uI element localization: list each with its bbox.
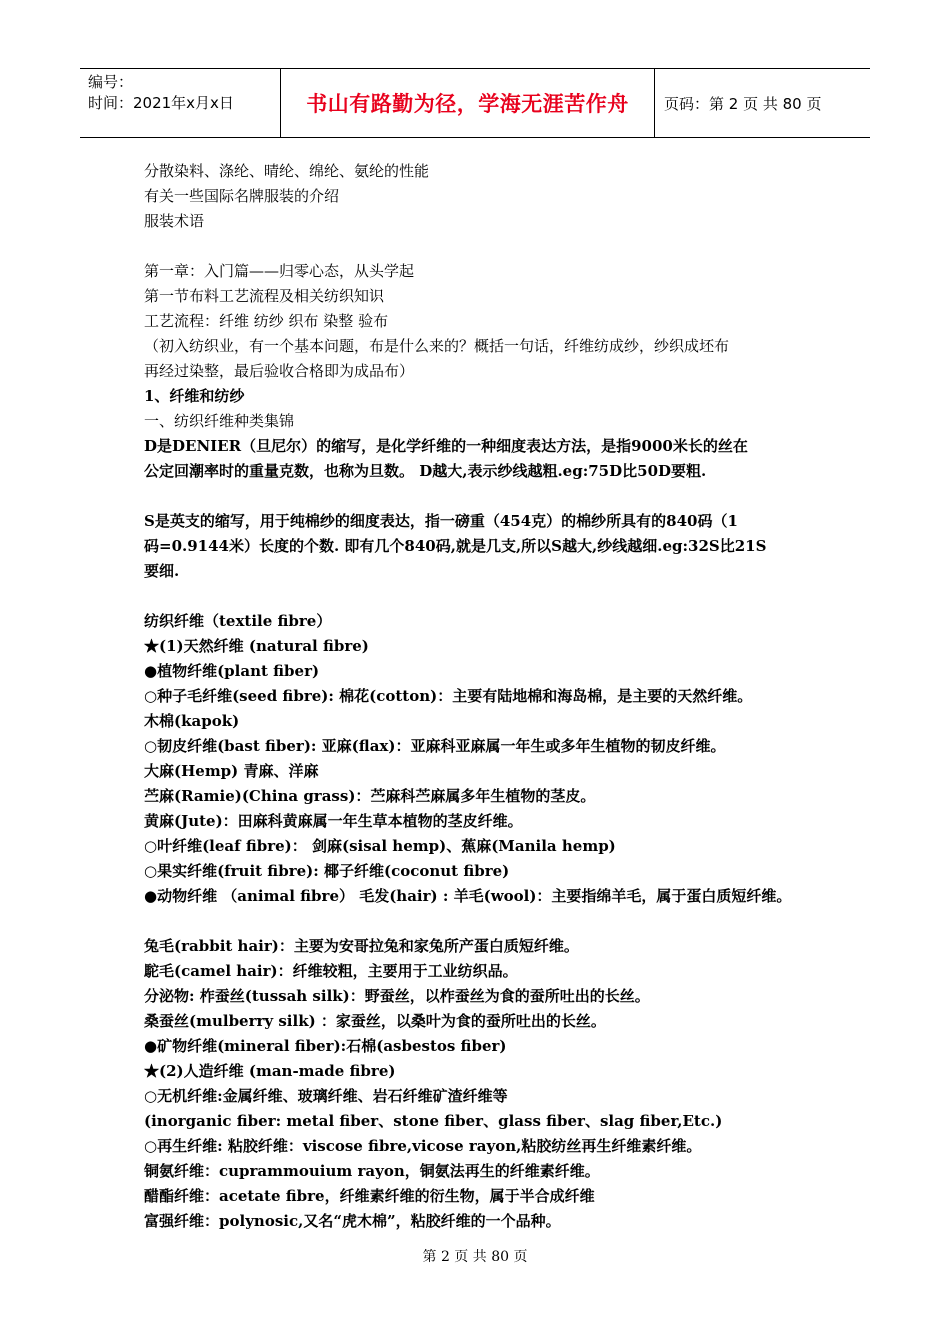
text-line: ●矿物纤维(mineral fiber):石棉(asbestos fiber): [144, 1037, 507, 1055]
text-line: （初入纺织业，有一个基本问题，布是什么来的？概括一句话，纤维纺成纱，纱织成坯布: [144, 337, 730, 355]
blank-line: [144, 909, 834, 934]
text-line: 铜氨纤维：cuprammouium rayon，铜氨法再生的纤维素纤维。: [144, 1162, 600, 1180]
text-line: 富强纤维：polynosic,又名“虎木棉”，粘胶纤维的一个品种。: [144, 1212, 561, 1230]
document-date-label: 时间：2021年x月x日: [88, 94, 234, 112]
blank-line: [144, 584, 834, 609]
text-line: 分泌物: 柞蚕丝(tussah silk)：野蚕丝，以柞蚕丝为食的蚕所吐出的长丝。: [144, 987, 650, 1005]
text-line: 醋酯纤维：acetate fibre，纤维素纤维的衍生物，属于半合成纤维: [144, 1187, 595, 1205]
text-line: ○韧皮纤维(bast fiber): 亚麻(flax)：亚麻科亚麻属一年生或多年生植物的韧皮纤维。: [144, 737, 726, 755]
text-line: ○再生纤维: 粘胶纤维：viscose fibre,vicose rayon,粘胶纺丝再生纤维素纤维。: [144, 1137, 702, 1155]
header-motto: 书山有路勤为径，学海无涯苦作舟: [281, 69, 655, 137]
text-line: 公定回潮率时的重量克数，也称为旦数。 D越大,表示纱线越粗.eg:75D比50D要粗.: [144, 462, 707, 480]
text-line: ●植物纤维(plant fiber): [144, 662, 320, 680]
text-line: 木棉(kapok): [144, 712, 240, 730]
blank-line: [144, 234, 834, 259]
text-line: 一、纺织纤维种类集锦: [144, 412, 295, 430]
text-line: S是英支的缩写，用于纯棉纱的细度表达，指一磅重（454克）的棉纱所具有的840码（1: [144, 512, 738, 530]
text-line: ○叶纤维(leaf fibre)： 剑麻(sisal hemp)、蕉麻(Manila hemp): [144, 837, 616, 855]
text-line: ○果实纤维(fruit fibre): 椰子纤维(coconut fibre): [144, 862, 510, 880]
text-line: 纺织纤维（textile fibre）: [144, 612, 332, 630]
text-line: 要细.: [144, 562, 180, 580]
header-info-cell: [80, 69, 281, 137]
header-page-number: 页码：第 2 页 共 80 页: [664, 94, 822, 113]
blank-line: [144, 484, 834, 509]
text-line: 再经过染整，最后验收合格即为成品布）: [144, 362, 415, 380]
text-line: 黄麻(Jute)：田麻科黄麻属一年生草本植物的茎皮纤维。: [144, 812, 523, 830]
text-line: 第一章：入门篇——归零心态，从头学起: [144, 262, 415, 280]
text-line: 桑蚕丝(mulberry silk) ：家蚕丝，以桑叶为食的蚕所吐出的长丝。: [144, 1012, 606, 1030]
page-footer: 第 2 页 共 80 页: [422, 1249, 528, 1265]
text-line: ★(2)人造纤维 (man-made fibre): [144, 1062, 396, 1080]
text-line: 有关一些国际名牌服装的介绍: [144, 187, 340, 205]
text-line: 第一节布料工艺流程及相关纺织知识: [144, 287, 385, 305]
text-line: ○种子毛纤维(seed fibre): 棉花(cotton)：主要有陆地棉和海岛棉，是主要的天然纤维。: [144, 687, 753, 705]
text-line: 苎麻(Ramie)(China grass)：苎麻科苎麻属多年生植物的茎皮。: [144, 787, 596, 805]
text-line: 工艺流程：纤维 纺纱 织布 染整 验布: [144, 312, 389, 330]
text-line: D是DENIER（旦尼尔）的缩写，是化学纤维的一种细度表达方法，是指9000米长的丝在: [144, 437, 748, 455]
document-body: [144, 159, 834, 1234]
text-line: 大麻(Hemp) 青麻、洋麻: [144, 762, 319, 780]
text-line: 服装术语: [144, 212, 205, 230]
text-line: ●动物纤维 （animal fibre） 毛发(hair) : 羊毛(wool)：主要指绵羊毛，属于蛋白质短纤维。: [144, 887, 792, 905]
text-line: ○无机纤维:金属纤维、玻璃纤维、岩石纤维矿渣纤维等: [144, 1087, 508, 1105]
document-number-label: 编号：: [88, 73, 134, 91]
text-line: ★(1)天然纤维 (natural fibre): [144, 637, 369, 655]
text-line: 1、纤维和纺纱: [144, 387, 245, 405]
text-line: (inorganic fiber: metal fiber、stone fiber、glass fiber、slag fiber,Etc.): [144, 1112, 723, 1130]
page-header: [80, 68, 870, 138]
text-line: 駝毛(camel hair)：纤维较粗，主要用于工业纺织品。: [144, 962, 518, 980]
text-line: 码=0.9144米）长度的个数. 即有几个840码,就是几支,所以S越大,纱线越细.eg:32S比21S: [144, 537, 767, 555]
text-line: 分散染料、涤纶、晴纶、绵纶、氨纶的性能: [144, 162, 430, 180]
text-line: 兔毛(rabbit hair)：主要为安哥拉兔和家兔所产蛋白质短纤维。: [144, 937, 579, 955]
